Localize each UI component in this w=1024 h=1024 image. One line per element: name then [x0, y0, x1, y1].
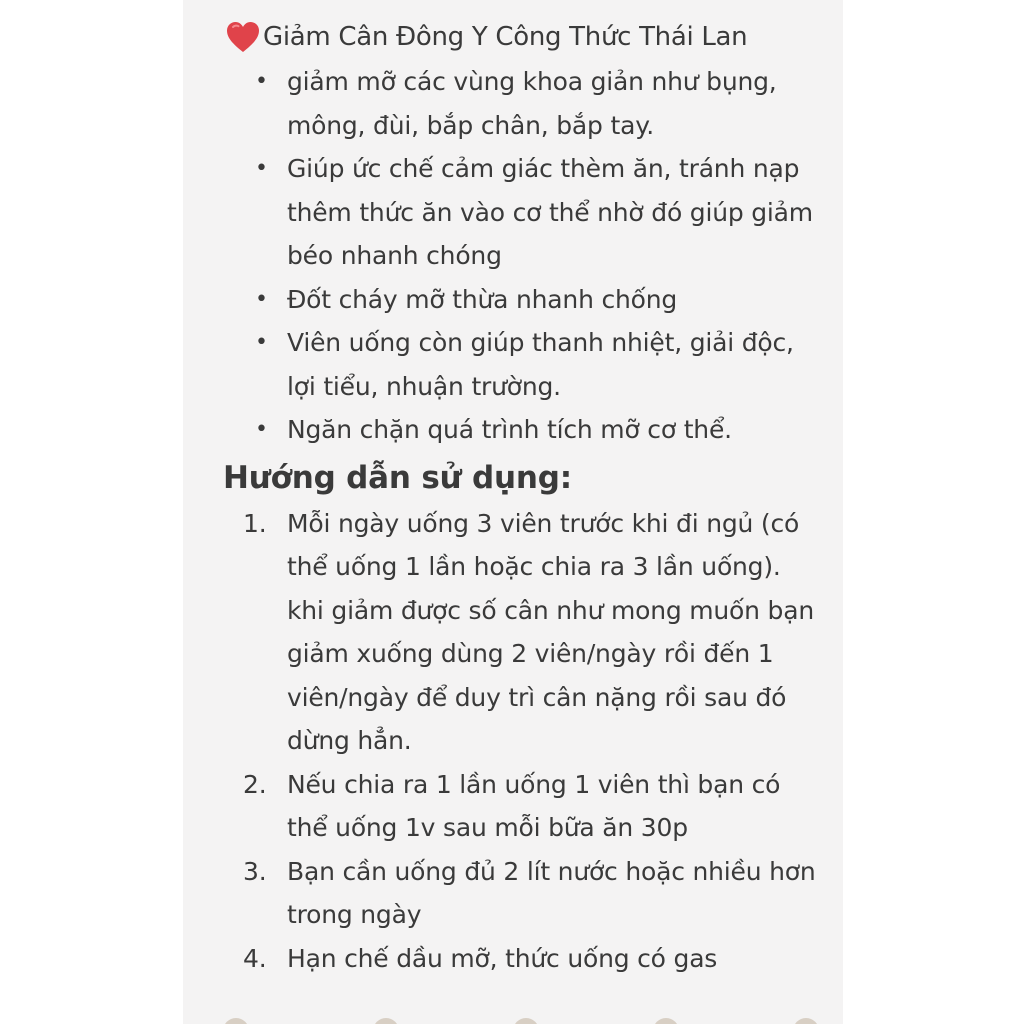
list-item [243, 763, 817, 850]
step-number: 3. [243, 856, 267, 886]
usage-steps-list [223, 502, 843, 981]
list-item [255, 408, 817, 452]
list-item [255, 278, 817, 322]
step-number: 1. [243, 508, 267, 538]
benefits-list [223, 60, 843, 452]
heart-icon [225, 20, 261, 54]
benefit-text: Viên uống còn giúp thanh nhiệt, giải độc, lợi tiểu, nhuận trường. [287, 328, 794, 401]
title-row [225, 14, 843, 60]
product-description-card [183, 0, 843, 1024]
benefit-text: giảm mỡ các vùng khoa giản như bụng, mông, đùi, bắp chân, bắp tay. [287, 67, 777, 140]
benefit-text: Giúp ức chế cảm giác thèm ăn, tránh nạp thêm thức ăn vào cơ thể nhờ đó giúp giảm béo nhanh chóng [287, 154, 813, 270]
bullet-icon: • [255, 156, 268, 181]
cropped-icon [373, 1018, 399, 1024]
cropped-icon [513, 1018, 539, 1024]
bullet-icon: • [255, 69, 268, 94]
product-title: Giảm Cân Đông Y Công Thức Thái Lan [263, 22, 748, 52]
step-text: Nếu chia ra 1 lần uống 1 viên thì bạn có thể uống 1v sau mỗi bữa ăn 30p [287, 769, 781, 842]
step-number: 4. [243, 943, 267, 973]
cropped-icon-row [213, 1012, 813, 1024]
bullet-icon: • [255, 286, 268, 312]
step-number: 2. [243, 769, 267, 799]
cropped-icon [223, 1018, 249, 1024]
step-text: Mỗi ngày uống 3 viên trước khi đi ngủ (có thể uống 1 lần hoặc chia ra 3 lần uống). khi giảm được số cân như mong muốn bạn giảm xuống dùng 2 viên/ngày rồi đến 1 viên/ngày để duy trì cân nặng rồi sau đó dừng hẳn. [287, 508, 814, 755]
list-item [255, 321, 817, 408]
bullet-icon: • [255, 417, 268, 442]
list-item [255, 60, 817, 147]
usage-heading: Hướng dẫn sử dụng: [223, 459, 572, 496]
list-item [243, 937, 817, 981]
bullet-icon: • [255, 330, 268, 355]
benefit-text: Đốt cháy mỡ thừa nhanh chống [287, 284, 678, 314]
cropped-icon [653, 1018, 679, 1024]
list-item [243, 850, 817, 937]
list-item [255, 147, 817, 278]
step-text: Bạn cần uống đủ 2 lít nước hoặc nhiều hơn trong ngày [287, 856, 816, 929]
list-item [243, 502, 817, 763]
step-text: Hạn chế dầu mỡ, thức uống có gas [287, 943, 718, 973]
cropped-icon [793, 1018, 819, 1024]
benefit-text: Ngăn chặn quá trình tích mỡ cơ thể. [287, 415, 732, 444]
